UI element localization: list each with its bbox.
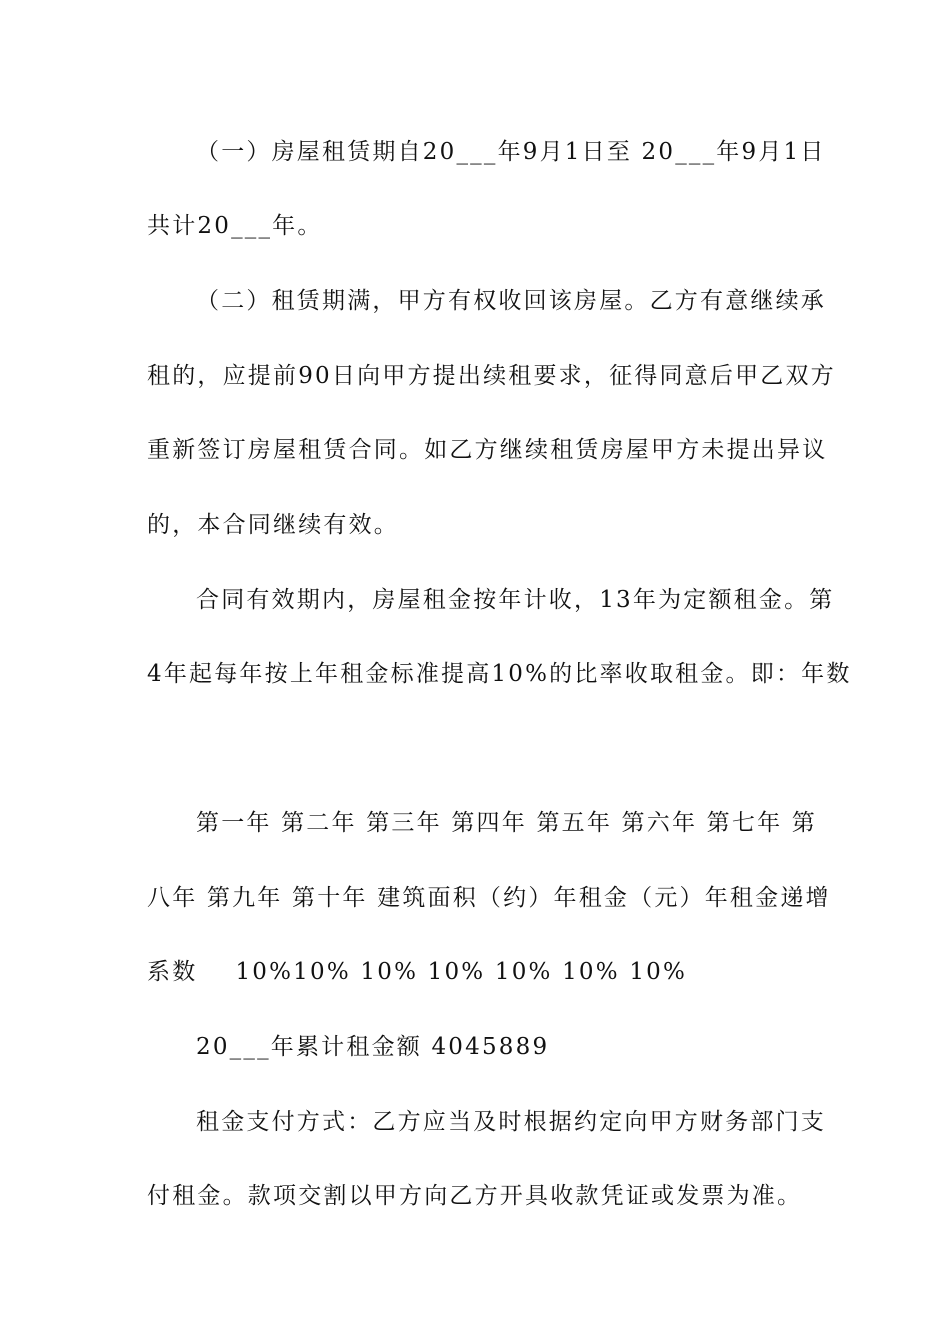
clause-2-line-2: 租的，应提前90日向甲方提出续租要求，征得同意后甲乙双方 — [147, 363, 836, 389]
clause-2-line-4: 的，本合同继续有效。 — [147, 512, 399, 538]
cumulative-rent-line: 20___年累计租金额 4045889 — [196, 1034, 550, 1060]
rent-table-line-1: 第一年 第二年 第三年 第四年 第五年 第六年 第七年 第 — [196, 810, 817, 836]
payment-method-line-1: 租金支付方式：乙方应当及时根据约定向甲方财务部门支 — [196, 1109, 826, 1135]
rent-paragraph-line-2: 4年起每年按上年租金标准提高10%的比率收取租金。即：年数 — [147, 661, 852, 687]
rent-table-line-3: 系数 10%10% 10% 10% 10% 10% 10% — [147, 959, 688, 985]
payment-method-line-2: 付租金。款项交割以甲方向乙方开具收款凭证或发票为准。 — [147, 1183, 803, 1209]
clause-2-line-1: （二）租赁期满，甲方有权收回该房屋。乙方有意继续承 — [196, 288, 826, 314]
rent-table-line-2: 八年 第九年 第十年 建筑面积（约）年租金（元）年租金递增 — [147, 885, 831, 911]
rent-paragraph-line-1: 合同有效期内，房屋租金按年计收，13年为定额租金。第 — [196, 587, 835, 613]
clause-1-line-2: 共计20___年。 — [147, 213, 323, 239]
clause-2-line-3: 重新签订房屋租赁合同。如乙方继续租赁房屋甲方未提出异议 — [147, 437, 828, 463]
clause-1-line-1: （一）房屋租赁期自20___年9月1日至 20___年9月1日 — [196, 139, 826, 165]
